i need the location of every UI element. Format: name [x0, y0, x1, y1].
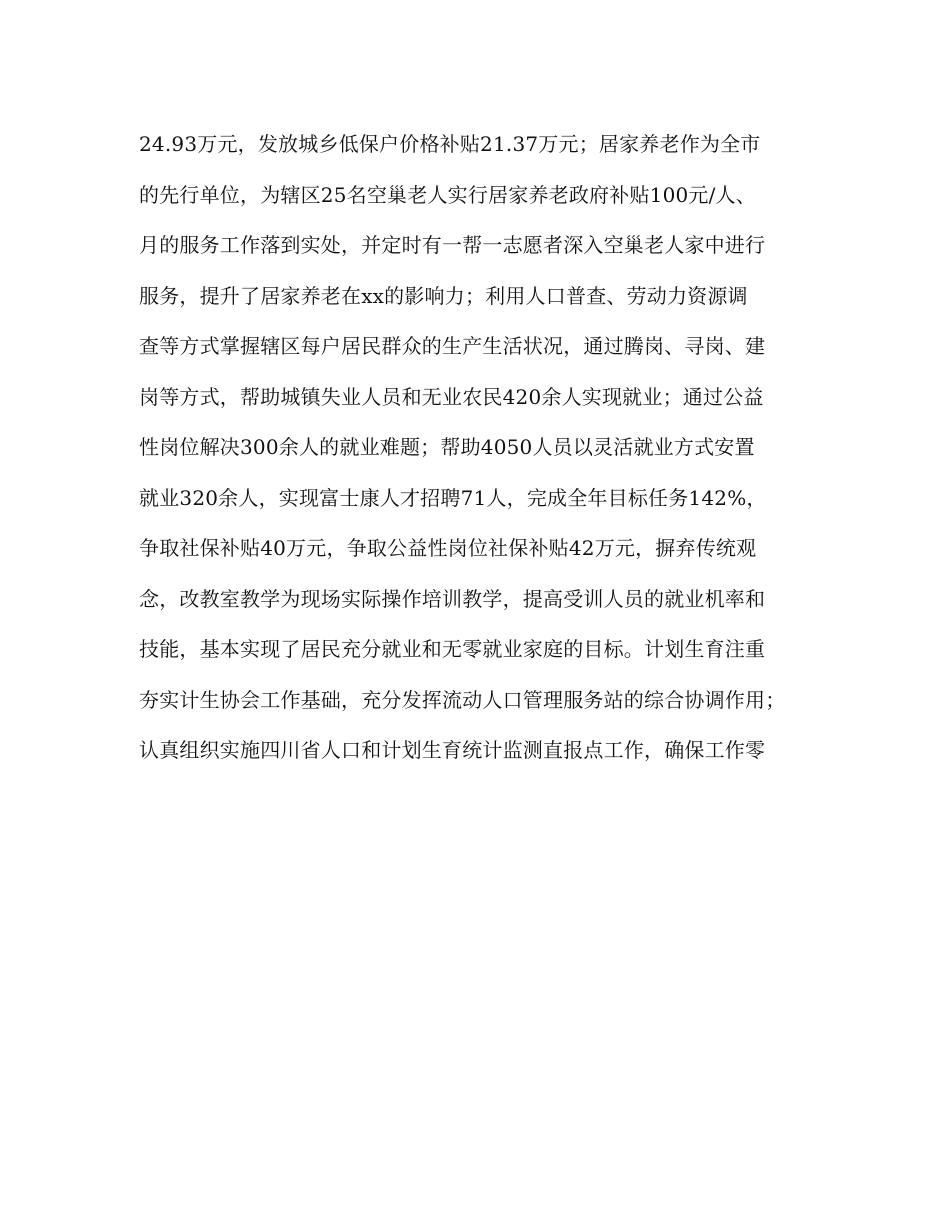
text-line-13: 认真组织实施四川省人口和计划生育统计监测直报点工作，确保工作零: [139, 738, 766, 762]
text-line-12: 夯实计生协会工作基础，充分发挥流动人口管理服务站的综合协调作用；: [139, 687, 786, 712]
text-line-8: 就业320余人，实现富士康人才招聘71人，完成全年目标任务142%，: [139, 485, 767, 510]
text-line-3: 月的服务工作落到实处，并定时有一帮一志愿者深入空巢老人家中进行: [139, 233, 766, 257]
text-line-1: 24.93万元，发放城乡低保户价格补贴21.37万元；居家养老作为全市: [139, 132, 761, 156]
text-line-4: 服务，提升了居家养老在xx的影响力；利用人口普查、劳动力资源调: [139, 283, 748, 308]
body-text: [139, 123, 829, 780]
text-line-10: 念，改教室教学为现场实际操作培训教学，提高受训人员的就业机率和: [139, 586, 766, 611]
text-line-9: 争取社保补贴40万元，争取公益性岗位社保补贴42万元，摒弃传统观: [139, 536, 757, 560]
text-line-11: 技能，基本实现了居民充分就业和无零就业家庭的目标。计划生育注重: [139, 637, 766, 661]
text-line-6: 岗等方式，帮助城镇失业人员和无业农民420余人实现就业；通过公益: [139, 384, 764, 409]
text-line-5: 查等方式掌握辖区每户居民群众的生产生活状况，通过腾岗、寻岗、建: [139, 334, 766, 358]
text-line-7: 性岗位解决300余人的就业难题；帮助4050人员以灵活就业方式安置: [139, 435, 755, 459]
text-line-2: 的先行单位，为辖区25名空巢老人实行居家养老政府补贴100元/人、: [139, 182, 756, 207]
